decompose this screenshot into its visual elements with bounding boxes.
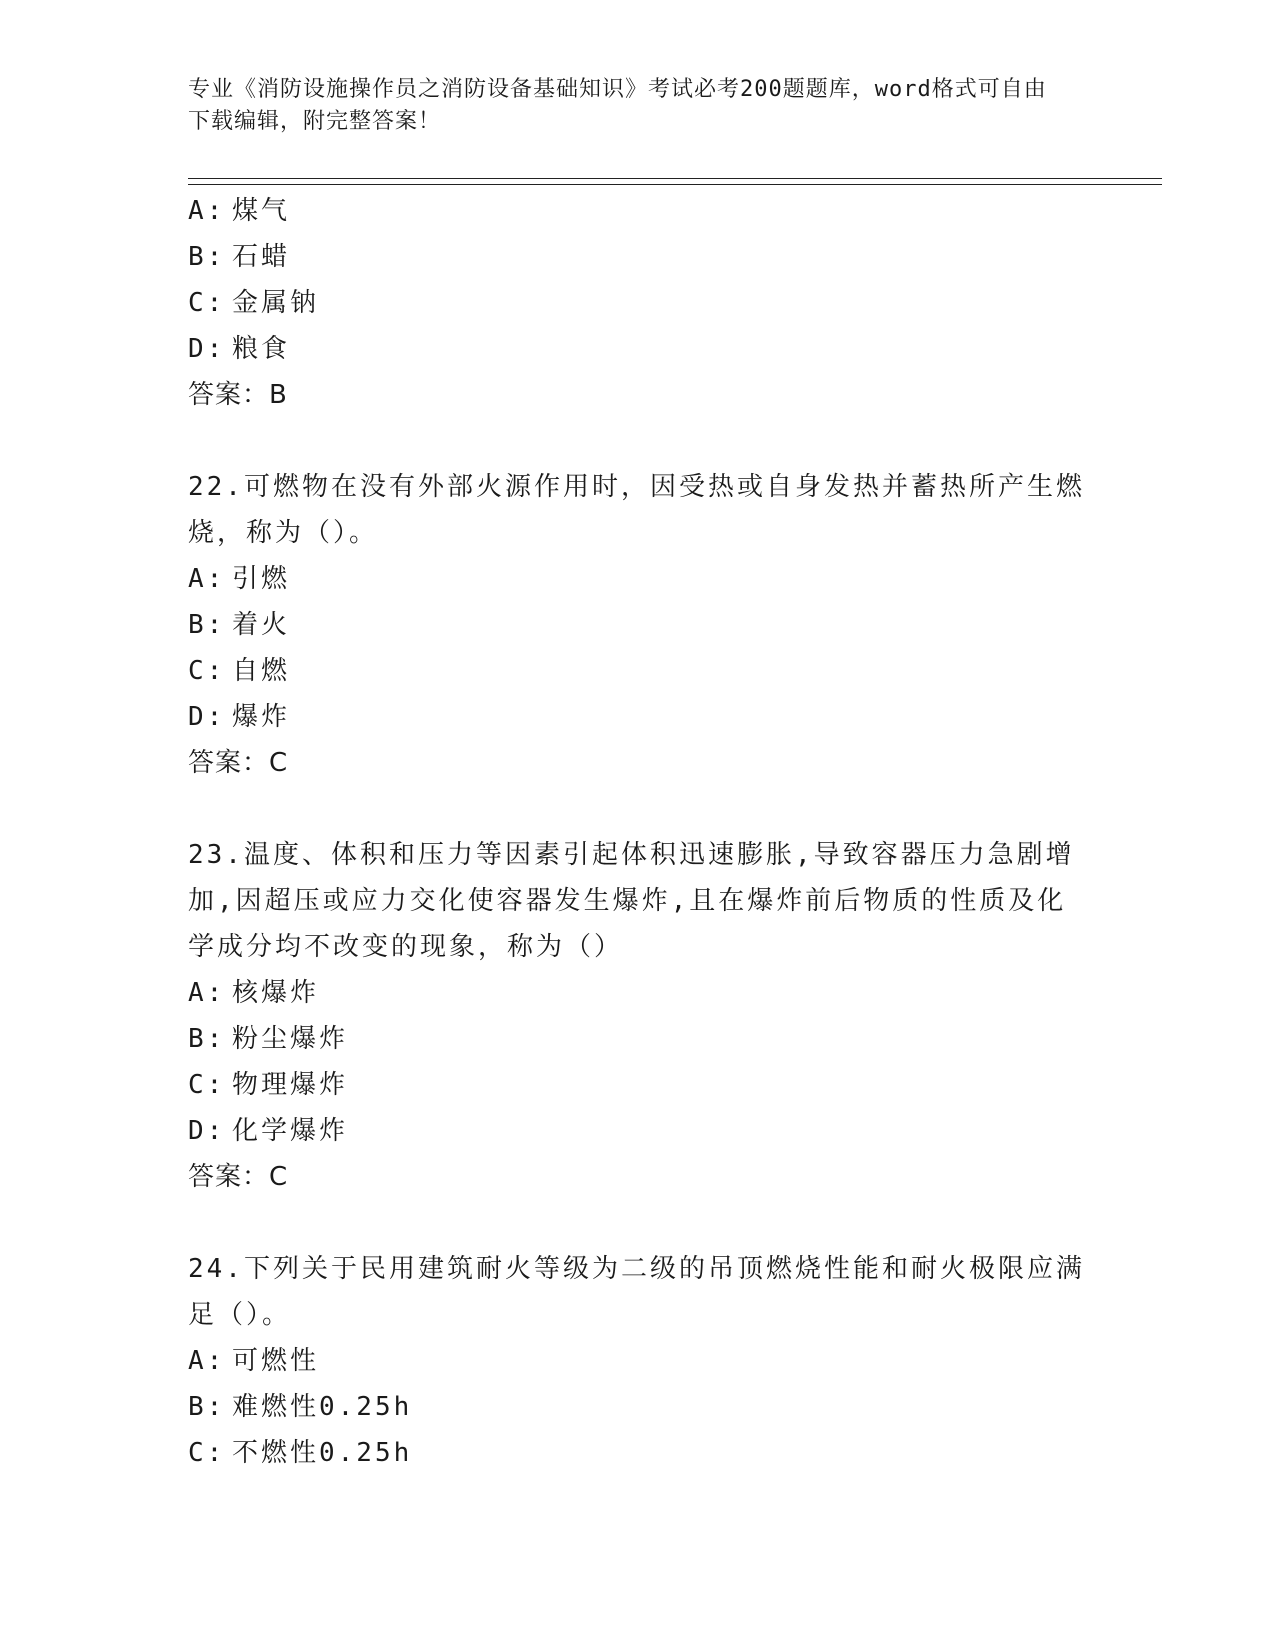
option-key: A: [188, 196, 226, 226]
option-d [188, 326, 1088, 372]
option-text: 粮食 [232, 334, 291, 364]
option-text: 着火 [232, 610, 291, 640]
question-spacer [188, 1200, 1088, 1246]
question-stem: 22.可燃物在没有外部火源作用时，因受热或自身发热并蓄热所产生燃烧，称为（）。 [188, 472, 1085, 548]
option-text: 可燃性 [232, 1346, 320, 1376]
option-d [188, 694, 1088, 740]
option-key: D: [188, 334, 226, 364]
option-text: 引燃 [232, 564, 291, 594]
question-24 [188, 1246, 1088, 1476]
page-header: 专业《消防设施操作员之消防设备基础知识》考试必考200题题库，word格式可自由下载编辑，附完整答案！ [188, 77, 1047, 134]
option-b [188, 1016, 1088, 1062]
option-text: 不燃性0.25h [232, 1438, 413, 1468]
option-key: C: [188, 656, 226, 686]
option-key: D: [188, 702, 226, 732]
option-text: 粉尘爆炸 [232, 1024, 349, 1054]
option-c [188, 648, 1088, 694]
option-a [188, 970, 1088, 1016]
option-d [188, 1108, 1088, 1154]
option-text: 爆炸 [232, 702, 291, 732]
header-divider [188, 178, 1162, 185]
option-text: 核爆炸 [232, 978, 320, 1008]
option-key: B: [188, 1024, 226, 1054]
option-b [188, 1384, 1088, 1430]
option-text: 难燃性0.25h [232, 1392, 413, 1422]
option-c [188, 1062, 1088, 1108]
option-b [188, 234, 1088, 280]
option-key: A: [188, 564, 226, 594]
option-key: C: [188, 1070, 226, 1100]
question-22 [188, 464, 1088, 786]
option-b [188, 602, 1088, 648]
question-23 [188, 832, 1088, 1200]
question-spacer [188, 786, 1088, 832]
option-key: B: [188, 242, 226, 272]
option-a [188, 1338, 1088, 1384]
option-key: B: [188, 1392, 226, 1422]
answer-line: 答案：C [188, 748, 289, 778]
question-spacer [188, 418, 1088, 464]
question-21-partial [188, 188, 1088, 418]
option-c [188, 1430, 1088, 1476]
option-text: 金属钠 [232, 288, 320, 318]
option-a [188, 188, 1088, 234]
option-text: 煤气 [232, 196, 291, 226]
option-key: C: [188, 288, 226, 318]
question-stem: 23.温度、体积和压力等因素引起体积迅速膨胀,导致容器压力急剧增加,因超压或应力交化使容器发生爆炸,且在爆炸前后物质的性质及化学成分均不改变的现象，称为（） [188, 840, 1075, 962]
option-text: 物理爆炸 [232, 1070, 349, 1100]
option-key: A: [188, 978, 226, 1008]
option-key: D: [188, 1116, 226, 1146]
document-body [188, 188, 1088, 1476]
answer-line: 答案：B [188, 380, 288, 410]
option-a [188, 556, 1088, 602]
option-text: 自燃 [232, 656, 291, 686]
option-key: C: [188, 1438, 226, 1468]
option-text: 化学爆炸 [232, 1116, 349, 1146]
answer-line: 答案：C [188, 1162, 289, 1192]
option-key: B: [188, 610, 226, 640]
option-c [188, 280, 1088, 326]
option-key: A: [188, 1346, 226, 1376]
question-stem: 24.下列关于民用建筑耐火等级为二级的吊顶燃烧性能和耐火极限应满足（）。 [188, 1254, 1085, 1330]
option-text: 石蜡 [232, 242, 291, 272]
